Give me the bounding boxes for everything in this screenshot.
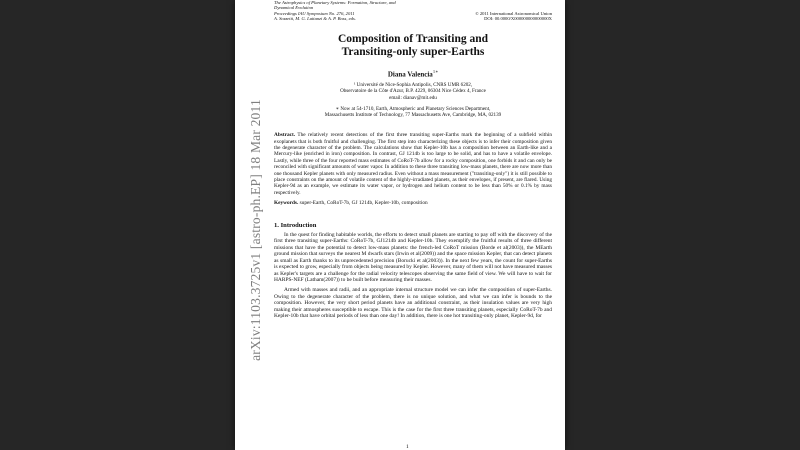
author-marks: 1∗ (432, 68, 439, 74)
author (274, 69, 552, 78)
affiliation-1 (274, 82, 552, 101)
affiliation-1-email: email: dianav@mit.edu (389, 94, 437, 101)
affiliation-2-line1: ∗ Now at 54-1710, Earth, Atmospheric and Planetary Sciences Department, (335, 105, 491, 112)
page-header (274, 0, 552, 22)
keywords-label: Keywords. (274, 200, 299, 207)
proceedings: Proceedings IAU Symposium No. 276, 2011 (274, 10, 355, 16)
affiliation-1-line1: ¹ Université de Nice-Sophia Antipolis, CNRS UMR 6202, (353, 82, 473, 89)
keywords (274, 200, 552, 206)
keywords-text: super-Earth, CoRoT-7b, GJ 1214b, Kepler-10b, composition (299, 200, 428, 207)
paragraph-2: Armed with masses and radii, and an appropriate internal structure model we can infer the composition of super-Earths. Owing to the degenerate character of the problem, there is no unique solution, and what we can infer is bounds to the composition. However, the very short period planets have an additional constraint, as their insulation values are very high making their atmospheres susceptible to escape. This is the case for the first three transiting planets, especially CoRoT-7b and Kepler-10b that have orbital periods of less than one day! In addition, there is one hot transiting-only planet, Kepler-9d, for (274, 287, 552, 320)
affiliation-2-line2: Massachusetts Institute of Technology, 77 Massachusetts Ave, Cambridge, MA, 02139 (324, 111, 502, 118)
header-row-2 (274, 16, 552, 21)
journal-title-line2: Dynamical Evolution (274, 5, 314, 11)
arxiv-stamp: arXiv:1103.3725v1 [astro-ph.EP] 18 Mar 2011 (248, 99, 263, 361)
copyright: © 2011 International Astronomical Union (475, 10, 552, 16)
page-number: 1 (406, 444, 409, 450)
abstract-text: The relatively recent detections of the first three transiting super-Earths mark the beginning of a subfield within exoplanets that is both fruitful and challenging. The first step into characterizing these objects is to infer their composition given the degenerate character of the problem. The calculations show that Kepler-10b has a composition between an Earth-like and a Mercury-like (enriched in iron) composition. In contrast, GJ 1214b is too large to be solid, and has to have a volatile envelope. Lastly, while three of the four reported mass estimates of CoRoT-7b allow for a rocky composition, one forbids it and can only be reconciled with significant amounts of water vapor. In addition to these three transiting low-mass planets, there are now more than one thousand Kepler planets with only measured radius. Even without a mass measurement ("transiting-only") it is still possible to place constraints on the amount of volatile content of the highly-irradiated planets, as their envelopes, if present, are flared. Using Kepler-9d as an example, we estimate its water vapor, or hydrogen and helium content to be less than 50% or 0.1% by mass respectively. (274, 132, 552, 196)
page-content (274, 0, 552, 320)
affiliation-1-line2: Observatoire de la Côte d'Azur, B.P. 4229, 06304 Nice Cédex 4, France (340, 88, 486, 95)
author-name: Diana Valencia (387, 70, 433, 79)
paragraph-1: In the quest for finding habitable worlds, the efforts to detect small planets are starting to pay off with the discovery of the first three transiting super-Earths: CoRoT-7b, GJ1214b and Kepler-10b. They exemplify the fruitful results of three different missions that have the potential to detect low-mass planets: the french-led CoRoT mission (Borde et al(2003)), the MEarth ground mission that surveys the nearest M dwarfs stars (Irwin et al(2009)) and the space mission Kepler, that can detect planets as small as Earth thanks to its unprecedented precision (Borucki et al(2003)). In the next few years, the count for super-Earths is expected to grow, especially from objects being measured by Kepler. However, many of them will not have measured masses as Kepler's targets are a challenge for the radial velocity telescopes observing the same field of view. We will have to wait for HARPS-NEF (Latham(2007)) to be built before measuring their masses. (274, 231, 552, 284)
section-heading: 1. Introduction (274, 221, 317, 229)
abstract (274, 132, 552, 196)
editors: A. Sozzetti, M. G. Lattanzi & A. P. Boss, eds. (274, 16, 356, 22)
affiliation-2 (274, 106, 552, 118)
abstract-label: Abstract. (274, 132, 296, 139)
journal-title-line1: The Astrophysics of Planetary Systems: Formation, Structure, and (274, 0, 396, 5)
doi: DOI: 00.0000/X000000000000000X (484, 16, 552, 22)
title-line1: Composition of Transiting and (337, 32, 489, 45)
title-line2: Transiting-only super-Earths (341, 46, 485, 59)
paper-title (274, 33, 552, 60)
